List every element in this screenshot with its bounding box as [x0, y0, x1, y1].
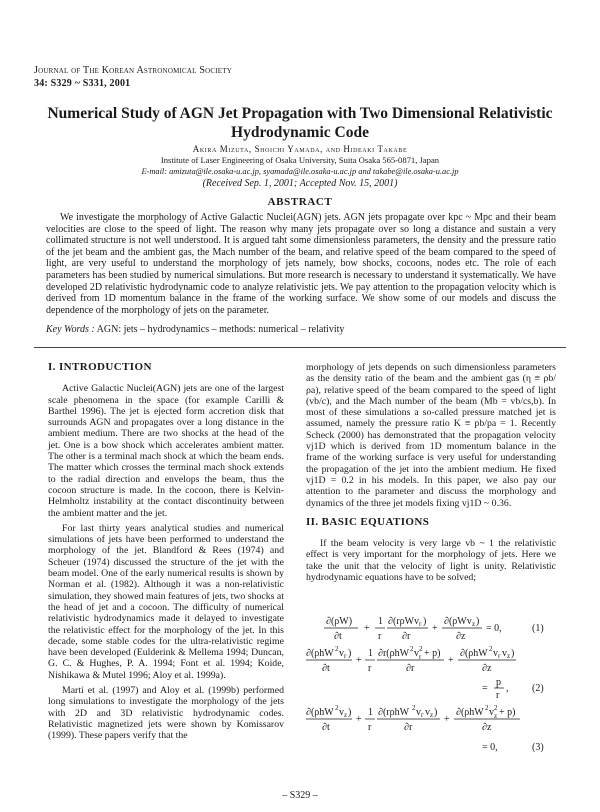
svg-text:+: +: [444, 714, 450, 725]
svg-text:∂(rρWv: ∂(rρWv: [388, 616, 420, 627]
svg-text:+: +: [432, 623, 438, 634]
page-number: – S329 –: [282, 790, 318, 801]
keywords-label: Key Words :: [46, 324, 95, 335]
received-dates: (Received Sep. 1, 2001; Accepted Nov. 15, 2001): [202, 178, 398, 189]
svg-text:∂(ρhW: ∂(ρhW: [306, 707, 334, 718]
author-list: Akira Mizuta, Shoichi Yamada, and Hideaki Takabe: [192, 144, 408, 154]
svg-text:∂r: ∂r: [404, 722, 413, 733]
equation-2-number: (2): [532, 683, 544, 694]
svg-text:1: 1: [368, 648, 373, 659]
svg-text:r: r: [368, 663, 372, 674]
intro-paragraph-1: Active Galactic Nuclei(AGN) jets are one of the largest scale phenomena in the space (for example Carilli & Barthel 1996). The jet is ejected form accretion disk that surrounds AGN and propagates over a long distance in the ambient medium. There are two shocks at the head of the jet. One is a bow shock which accelerates ambient matter. The other is a terminal mach shock at which the beam ends. The matter which crosses the terminal mach shock extends to the radial direction and envelops the beam, thus the cocoon structure is made. In the cocoon, there is Kelvin-Helmholtz instability at the contact discontinuity between the ambient matter and the jet.: [48, 383, 284, 519]
paper-title: Numerical Study of AGN Jet Propagation with Two Dimensional Relativistic Hydrodynamic Code: [47, 105, 553, 141]
left-column: [48, 362, 284, 746]
svg-text:r: r: [496, 690, 500, 701]
institution: Institute of Laser Engineering of Osaka University, Suita Osaka 565-0871, Japan: [160, 155, 440, 165]
svg-text:∂t: ∂t: [322, 663, 330, 674]
svg-text:): ): [476, 616, 480, 627]
svg-text:∂r(ρhW: ∂r(ρhW: [378, 648, 410, 659]
equation-1: [324, 616, 544, 642]
svg-text:2: 2: [335, 704, 339, 712]
svg-text:r: r: [419, 653, 422, 661]
svg-text:1: 1: [378, 616, 383, 627]
svg-text:,: ,: [506, 683, 509, 694]
svg-text:+: +: [364, 623, 370, 634]
equation-1-number: (1): [532, 623, 544, 634]
equation-block: [306, 612, 556, 762]
author-emails: E-mail: amizuta@ile.osaka-u.ac.jp, syamada@ile.osaka-u.ac.jp and takabe@ile.osaka-u.ac.jp: [141, 167, 459, 176]
svg-text:1: 1: [368, 707, 373, 718]
svg-text:2: 2: [485, 704, 489, 712]
svg-text:∂z: ∂z: [482, 722, 492, 733]
keywords-list: AGN: jets – hydrodynamics – methods: numerical – relativity: [96, 324, 345, 335]
svg-text:∂(ρhW: ∂(ρhW: [456, 707, 484, 718]
svg-text:2: 2: [412, 704, 416, 712]
svg-text:p: p: [496, 677, 501, 688]
svg-text:∂r: ∂r: [406, 663, 415, 674]
keywords: [46, 324, 556, 336]
svg-text:v: v: [339, 707, 344, 718]
right-paragraph-1: morphology of jets depends on such dimensionless parameters as the density ratio of the beam and the ambient gas (η ≡ ρb/ρa), relative speed of the beam compared to the speed of light (vb/c), and the Mach number of the beam (Mb = vb/cs,b). In most of these simulations a so-called pressure matched jet is assumed, namely the pressure ratio K ≡ pb/pa = 1. Recently Scheck (2000) has demonstrated that the propagation velocity vj1D which is derived from 1D momentum balance in the frame of the working surface is very useful for understanding the propagation of the jet into the ambient medium. He fixed vj1D = 0.2 in his models. In this paper, we also pay our attention to the parameter and discuss the morphology and dynamics of the three jet models fixing vj1D ~ 0.36.: [306, 362, 556, 509]
svg-text:= 0,: = 0,: [486, 623, 502, 634]
svg-text:z: z: [430, 711, 434, 719]
svg-text:∂(ρhW: ∂(ρhW: [306, 648, 334, 659]
svg-text:+: +: [448, 655, 454, 666]
svg-text:∂(ρhW: ∂(ρhW: [460, 648, 488, 659]
abstract-text: We investigate the morphology of Active Galactic Nuclei(AGN) jets. AGN jets propagate over kpc ~ Mpc and their beam velocities are close to the speed of light. The reason why many jets propagate over so long a distance and sustain a very collimated structure is not well understood. It is argued taht some dimensionless parameters, the density and the pressure ratio of the jet beam and the ambient gas, the Mach number of the beam, and relative speed of the beam compared to the speed of light, are very useful to understand the morphology of jets namely, bow shocks, cocoons, nodes etc. The role of each parameters has been studied by numerical simulations. But more research is necessary to understand it systematically. We have developed 2D relativistic hydrodynamic code to analyze relativistic jets. We pay attention to the propagation velocity which is derived from 1D momentum balance in the frame of the working surface. We show some of our models and discuss the dependence of the morphology of jets on the parameter.: [46, 212, 556, 316]
svg-text:): ): [348, 707, 352, 718]
svg-text:v: v: [416, 707, 421, 718]
header-divider: [34, 347, 566, 348]
equation-3: [306, 704, 544, 753]
svg-text:=: =: [482, 683, 488, 694]
svg-text:): ): [511, 648, 515, 659]
svg-text:r: r: [421, 711, 424, 719]
svg-text:z: z: [494, 712, 498, 720]
svg-text:v: v: [339, 648, 344, 659]
section-heading-introduction: I. INTRODUCTION: [48, 361, 152, 373]
svg-text:+: +: [356, 714, 362, 725]
svg-text:+: +: [356, 655, 362, 666]
svg-text:): ): [423, 616, 427, 627]
svg-text:2: 2: [419, 645, 423, 653]
svg-text:z: z: [507, 652, 511, 660]
svg-text:v: v: [425, 707, 430, 718]
svg-text:∂(ρW): ∂(ρW): [326, 616, 353, 627]
svg-text:v: v: [414, 648, 419, 659]
svg-text:r: r: [368, 722, 372, 733]
svg-text:∂r: ∂r: [402, 631, 411, 642]
journal-volume: 34: S329 ~ S331, 2001: [34, 78, 131, 89]
svg-text:∂z: ∂z: [482, 663, 492, 674]
svg-text:z: z: [344, 711, 348, 719]
svg-text:z: z: [472, 620, 476, 628]
svg-text:2: 2: [410, 645, 414, 653]
equation-3-number: (3): [532, 742, 544, 753]
svg-text:): ): [348, 648, 352, 659]
right-column: [306, 362, 556, 587]
svg-text:r: r: [419, 620, 422, 628]
journal-header: [34, 64, 232, 90]
intro-paragraph-2: For last thirty years analytical studies and numerical simulations of jets have been performed to understand the morphology of the jet. Blandford & Rees (1974) and Scheuer (1974) discussed the structure of the jet with the beam model. One of the early numerical results is shown by Norman et al. (1982). Although it was a non-relativistic simulation, they showed main features of jets, two shocks at the head of jet and a cocoon. The difficulty of numerical relativistic hydrodynamics made it delayed to investigate the relativistic effect for the morphology of the jet. In this decade, some stable codes for the ultra-relativistic regime have been developed (Eulderink & Mellema 1994; Duncan, G. C. & Hughes, P. A. 1994; Font et al. 1994; Koide, Nishikawa & Mutel 1996; Aloy et al. 1999a).: [48, 522, 284, 681]
svg-text:2: 2: [494, 704, 498, 712]
svg-text:+ p): + p): [424, 648, 441, 659]
basic-paragraph-1: If the beam velocity is very large vb ~ 1 the relativistic effect is very important for the morphology of jets. Here we take the unit that the velocity of light is unity. Relativistic hydrodynamic equations have to be solved;: [306, 538, 556, 584]
svg-text:= 0,: = 0,: [482, 742, 498, 753]
svg-text:v: v: [502, 648, 507, 659]
svg-text:): ): [434, 707, 438, 718]
svg-text:v: v: [493, 648, 498, 659]
svg-text:∂t: ∂t: [334, 631, 342, 642]
hydrodynamic-equations: [306, 612, 556, 762]
svg-text:2: 2: [335, 645, 339, 653]
section-heading-basic-equations: II. BASIC EQUATIONS: [306, 515, 430, 528]
svg-text:∂(rρhW: ∂(rρhW: [378, 707, 410, 718]
svg-text:r: r: [344, 652, 347, 660]
equation-2: [306, 645, 544, 701]
svg-text:r: r: [378, 631, 382, 642]
journal-name: Journal of The Korean Astronomical Society: [34, 65, 232, 76]
svg-text:v: v: [489, 707, 494, 718]
intro-paragraph-3: Martí et al. (1997) and Aloy et al. (1999b) performed long simulations to investigate the morphology of the jets with 2D and 3D relativistic hydrodynamic codes. Relativistic magnetized jets were shown by Komissarov (1999). These papers verify that the: [48, 685, 284, 742]
svg-text:r: r: [498, 652, 501, 660]
svg-text:2: 2: [489, 645, 493, 653]
abstract-heading: ABSTRACT: [267, 196, 333, 208]
svg-text:∂(ρWv: ∂(ρWv: [444, 616, 472, 627]
svg-text:+ p): + p): [499, 707, 516, 718]
svg-text:∂z: ∂z: [456, 631, 466, 642]
svg-text:∂t: ∂t: [322, 722, 330, 733]
